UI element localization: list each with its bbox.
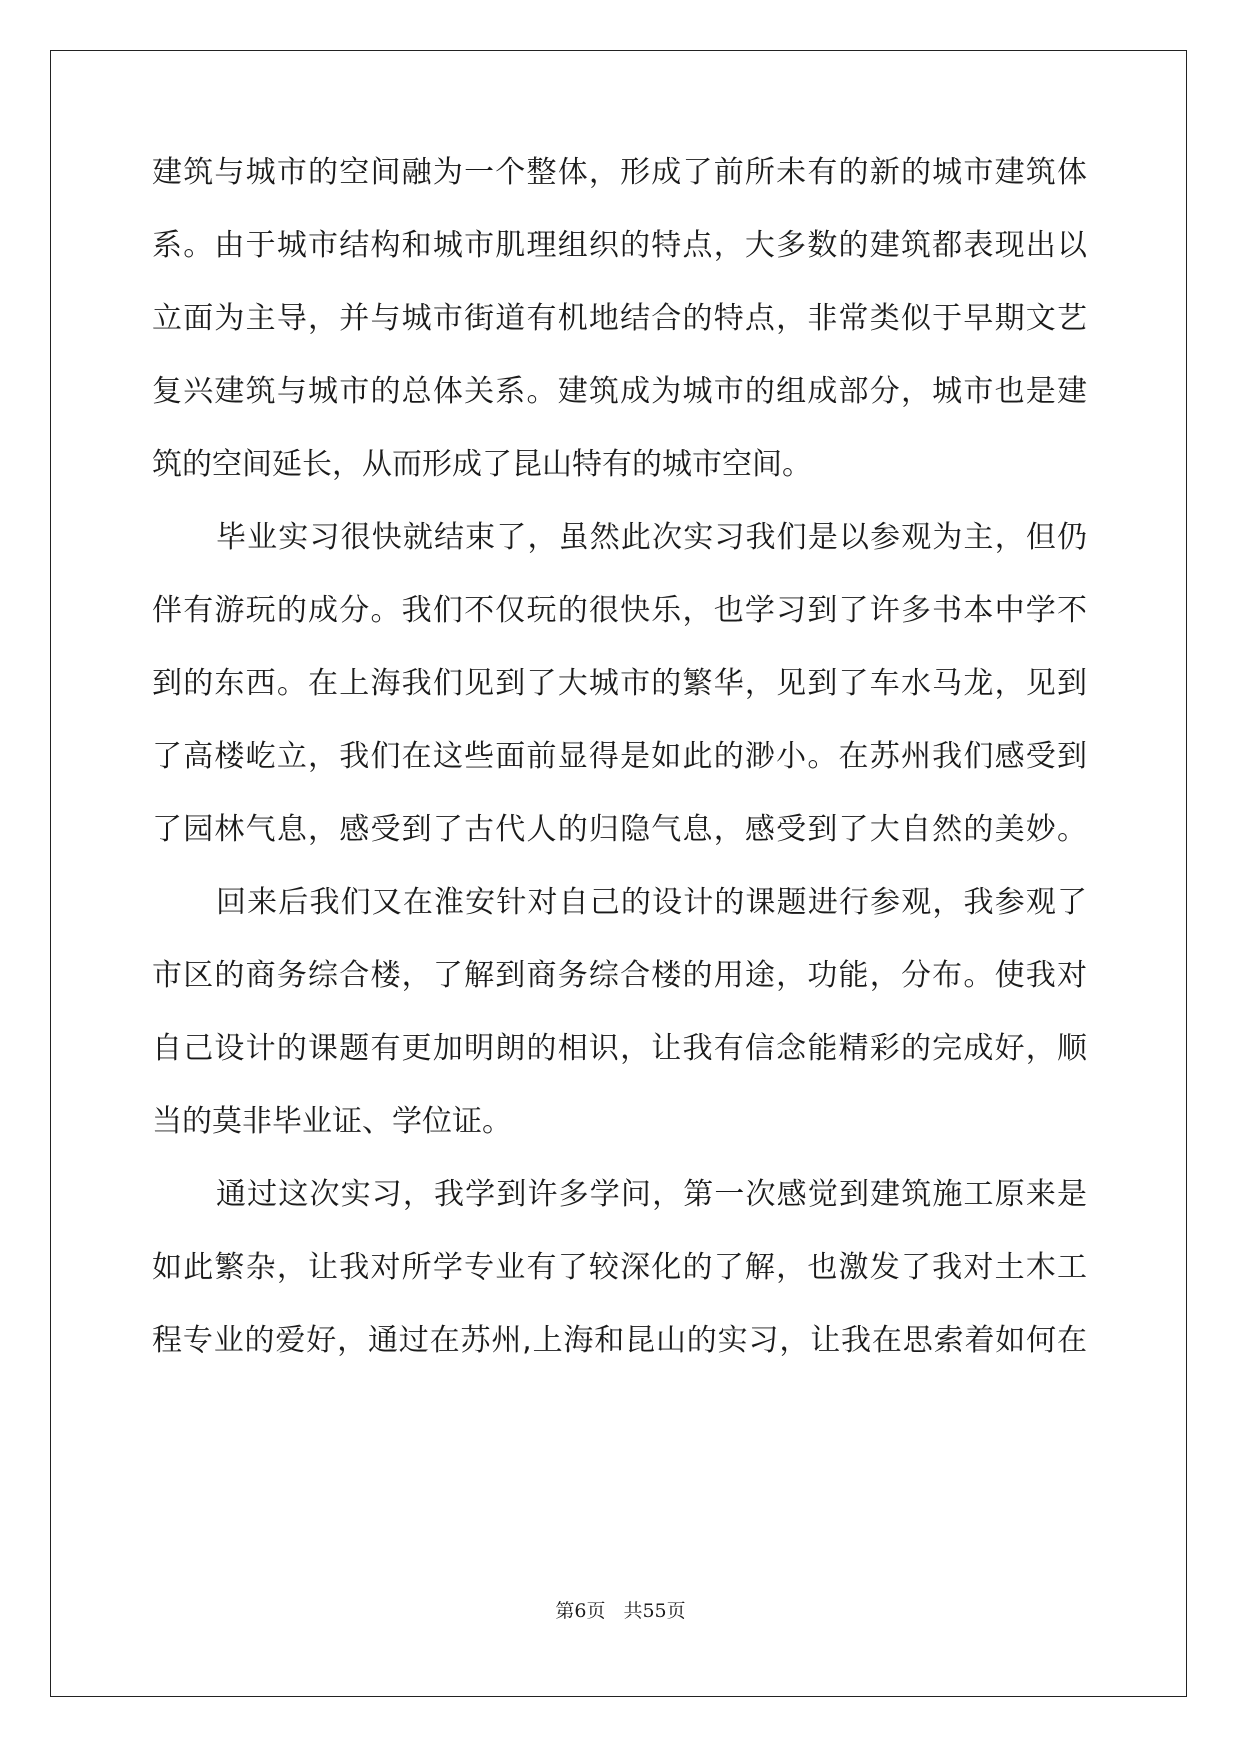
text-line: 了园林气息，感受到了古代人的归隐气息，感受到了大自然的美妙。 bbox=[152, 812, 1087, 847]
text-line: 复兴建筑与城市的总体关系。建筑成为城市的组成部分，城市也是建 bbox=[152, 374, 1087, 409]
text-line: 当的莫非毕业证、学位证。 bbox=[152, 1104, 512, 1139]
text-line: 市区的商务综合楼，了解到商务综合楼的用途，功能，分布。使我对 bbox=[152, 958, 1087, 993]
text-line: 建筑与城市的空间融为一个整体，形成了前所未有的新的城市建筑体 bbox=[152, 155, 1087, 190]
text-line: 伴有游玩的成分。我们不仅玩的很快乐，也学习到了许多书本中学不 bbox=[152, 593, 1087, 628]
page-footer bbox=[0, 1596, 1241, 1623]
text-line: 程专业的爱好，通过在苏州,上海和昆山的实习，让我在思索着如何在 bbox=[152, 1323, 1087, 1358]
paragraph-first-line: 通过这次实习，我学到许多学问，第一次感觉到建筑施工原来是 bbox=[216, 1177, 1087, 1212]
paragraph-first-line: 毕业实习很快就结束了，虽然此次实习我们是以参观为主，但仍 bbox=[216, 520, 1087, 555]
text-line: 系。由于城市结构和城市肌理组织的特点，大多数的建筑都表现出以 bbox=[152, 228, 1087, 263]
paragraph-first-line: 回来后我们又在淮安针对自己的设计的课题进行参观，我参观了 bbox=[216, 885, 1087, 920]
page-number: 第6页 bbox=[555, 1600, 606, 1622]
text-line: 立面为主导，并与城市街道有机地结合的特点，非常类似于早期文艺 bbox=[152, 301, 1087, 336]
text-line: 如此繁杂，让我对所学专业有了较深化的了解，也激发了我对土木工 bbox=[152, 1250, 1087, 1285]
text-line: 自己设计的课题有更加明朗的相识，让我有信念能精彩的完成好，顺 bbox=[152, 1031, 1087, 1066]
text-line: 到的东西。在上海我们见到了大城市的繁华，见到了车水马龙，见到 bbox=[152, 666, 1087, 701]
page-total: 共55页 bbox=[623, 1600, 686, 1622]
text-line: 筑的空间延长，从而形成了昆山特有的城市空间。 bbox=[152, 447, 812, 482]
text-line: 了高楼屹立，我们在这些面前显得是如此的渺小。在苏州我们感受到 bbox=[152, 739, 1087, 774]
